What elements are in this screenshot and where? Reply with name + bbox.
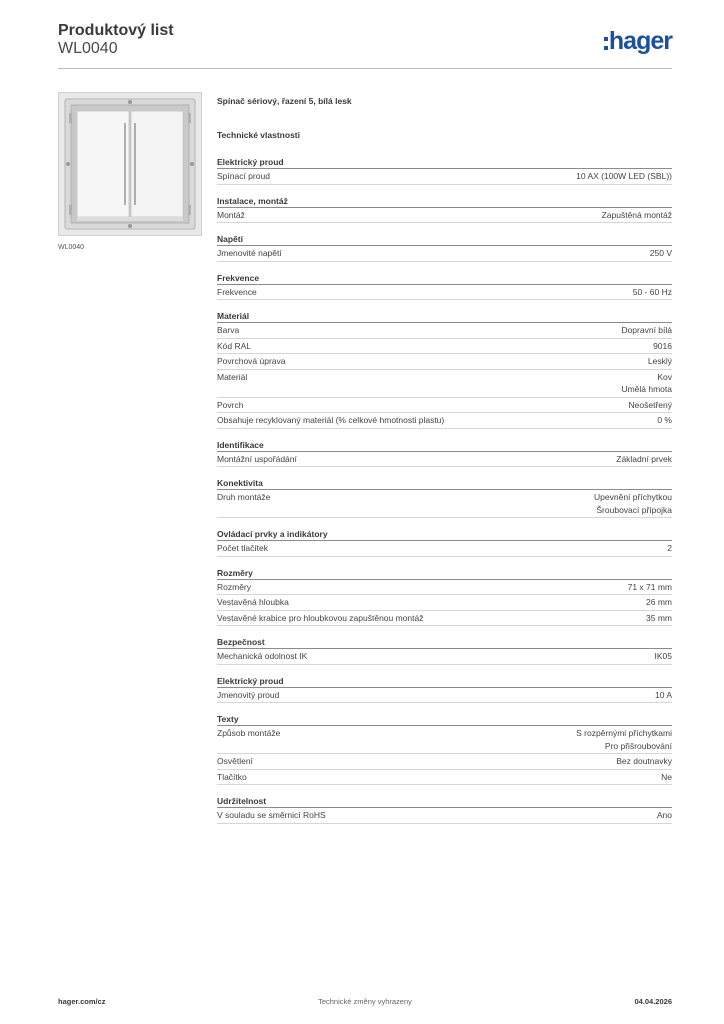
spec-row xyxy=(217,649,672,665)
image-caption: WL0040 xyxy=(58,244,85,251)
switch-product-icon xyxy=(59,93,201,235)
logo-dots-icon xyxy=(604,37,608,50)
spec-label: Montáž xyxy=(217,209,245,220)
spec-label: Jmenovité napětí xyxy=(217,248,282,258)
spec-value xyxy=(655,689,672,702)
spec-value xyxy=(628,581,672,594)
spec-section xyxy=(217,567,672,627)
section-title: Elektrický proud xyxy=(217,675,672,688)
spec-label: Druh montáže xyxy=(217,492,271,502)
header-divider xyxy=(58,68,672,69)
spec-label: Tlačítko xyxy=(217,771,247,782)
spec-value xyxy=(633,286,672,299)
spec-value-line: Šroubovací přípojka xyxy=(596,504,672,515)
spec-section xyxy=(217,272,672,301)
section-title: Materiál xyxy=(217,310,672,323)
spec-label: Frekvence xyxy=(217,286,257,297)
section-title: Bezpečnost xyxy=(217,636,672,649)
spec-label: Mechanická odolnost IK xyxy=(217,651,308,661)
spec-row xyxy=(217,370,672,398)
spec-section xyxy=(217,528,672,557)
spec-row xyxy=(217,208,672,224)
spec-value-line: Umělá hmota xyxy=(621,384,672,394)
spec-value-line: 250 V xyxy=(649,248,672,258)
section-title: Elektrický proud xyxy=(217,156,672,169)
spec-value xyxy=(653,340,672,353)
spec-row xyxy=(217,808,672,824)
spec-value xyxy=(621,371,672,396)
spec-value-line: Ne xyxy=(661,771,672,782)
spec-value-line: Zapuštěná montáž xyxy=(601,209,672,220)
spec-value-line: 2 xyxy=(667,543,672,553)
spec-row xyxy=(217,754,672,770)
spec-label: Osvětlení xyxy=(217,756,253,766)
spec-label: Materiál xyxy=(217,371,248,382)
spec-label: Počet tlačítek xyxy=(217,543,269,553)
spec-section xyxy=(217,195,672,224)
section-title: Rozměry xyxy=(217,567,672,580)
spec-row xyxy=(217,490,672,518)
spec-value-line: 10 A xyxy=(654,689,672,700)
spec-value xyxy=(650,247,672,260)
spec-row xyxy=(217,452,672,468)
spec-section xyxy=(217,310,672,429)
spec-row xyxy=(217,323,672,339)
section-title: Texty xyxy=(217,713,672,726)
spec-value xyxy=(616,755,672,768)
spec-label: Povrchová úprava xyxy=(217,356,286,366)
spec-value-line: 35 mm xyxy=(646,612,672,623)
spec-label: Způsob montáže xyxy=(217,728,281,738)
spec-row xyxy=(217,398,672,414)
spec-value-line: 9016 xyxy=(653,340,672,351)
section-title: Ovládací prvky a indikátory xyxy=(217,528,672,541)
spec-value-line: Neošetřený xyxy=(628,399,672,410)
footer-website: hager.com/cz xyxy=(58,997,106,1006)
spec-label: Montážní uspořádání xyxy=(217,453,297,464)
spec-section xyxy=(217,477,672,518)
spec-value-line: Kov xyxy=(657,371,672,382)
footer-disclaimer: Technické změny vyhrazeny xyxy=(318,997,412,1006)
spec-row xyxy=(217,595,672,611)
spec-value xyxy=(602,209,672,222)
section-title: Identifikace xyxy=(217,439,672,452)
spec-row xyxy=(217,285,672,301)
spec-label: V souladu se směrnicí RoHS xyxy=(217,810,326,820)
section-title: Frekvence xyxy=(217,272,672,285)
spec-value xyxy=(661,771,672,784)
product-code: WL0040 xyxy=(58,40,118,57)
spec-row xyxy=(217,169,672,185)
spec-value xyxy=(646,612,672,625)
spec-label: Vestavěná hloubka xyxy=(217,597,289,607)
section-title: Udržitelnost xyxy=(217,795,672,808)
spec-row xyxy=(217,726,672,754)
spec-section xyxy=(217,156,672,185)
spec-section xyxy=(217,795,672,824)
spec-value xyxy=(648,355,672,368)
page-header xyxy=(58,22,672,70)
spec-row xyxy=(217,413,672,429)
spec-value-line: Bez doutnavky xyxy=(616,756,672,766)
spec-value-line: 10 AX (100W LED (SBL)) xyxy=(576,171,672,181)
spec-value xyxy=(576,170,672,183)
footer-date: 04.04.2026 xyxy=(634,997,672,1006)
spec-section xyxy=(217,675,672,704)
spec-label: Barva xyxy=(217,325,240,335)
spec-row xyxy=(217,611,672,627)
spec-label: Vestavěné krabice pro hloubkovou zapuštěnou montáž xyxy=(217,612,424,623)
spec-sections xyxy=(217,156,672,824)
spec-row xyxy=(217,580,672,596)
spec-value-line: 0 % xyxy=(657,415,672,425)
spec-value xyxy=(646,596,672,609)
section-title: Instalace, montáž xyxy=(217,195,672,208)
spec-content xyxy=(217,96,672,834)
spec-value-line: Upevnění příchytkou xyxy=(594,492,672,502)
spec-value-line: Základní prvek xyxy=(616,453,672,464)
spec-label: Spínací proud xyxy=(217,171,270,181)
spec-value-line: 26 mm xyxy=(646,597,672,607)
spec-value xyxy=(667,542,672,555)
spec-value-line: Pro přišroubování xyxy=(604,740,672,751)
spec-value-line: 71 x 71 mm xyxy=(627,581,672,592)
logo-text: hager xyxy=(608,27,672,55)
section-title: Napětí xyxy=(217,233,672,246)
spec-label: Povrch xyxy=(217,399,244,410)
spec-value xyxy=(576,727,672,752)
spec-value-line: Dopravní bílá xyxy=(621,325,672,335)
spec-value xyxy=(657,809,672,822)
spec-value-line: S rozpěrnými příchytkami xyxy=(576,728,672,738)
spec-row xyxy=(217,246,672,262)
spec-value-line: IK05 xyxy=(654,651,672,661)
product-image xyxy=(58,92,202,236)
product-name: Spínač sériový, řazení 5, bílá lesk xyxy=(217,96,352,106)
spec-label: Rozměry xyxy=(217,581,252,592)
spec-label: Kód RAL xyxy=(217,340,252,351)
spec-value xyxy=(655,650,673,663)
spec-row xyxy=(217,339,672,355)
spec-row xyxy=(217,688,672,704)
spec-section xyxy=(217,439,672,468)
spec-section xyxy=(217,713,672,785)
hager-logo xyxy=(604,28,672,54)
spec-value xyxy=(616,453,672,466)
technical-properties-heading: Technické vlastnosti xyxy=(217,130,300,140)
page-footer xyxy=(58,997,672,1009)
spec-row xyxy=(217,770,672,786)
spec-value-line: 50 - 60 Hz xyxy=(632,286,672,297)
spec-value xyxy=(621,324,672,337)
spec-value-line: Lesklý xyxy=(647,356,672,366)
spec-value xyxy=(594,491,672,516)
spec-label: Jmenovitý proud xyxy=(217,689,280,700)
section-title: Konektivita xyxy=(217,477,672,490)
document-title: Produktový list xyxy=(58,22,174,39)
spec-value-line: Ano xyxy=(656,810,672,820)
spec-row xyxy=(217,541,672,557)
spec-row xyxy=(217,354,672,370)
spec-section xyxy=(217,636,672,665)
spec-value xyxy=(657,414,672,427)
spec-value xyxy=(629,399,672,412)
spec-section xyxy=(217,233,672,262)
spec-label: Obsahuje recyklovaný materiál (% celkové hmotnosti plastu) xyxy=(217,415,445,425)
